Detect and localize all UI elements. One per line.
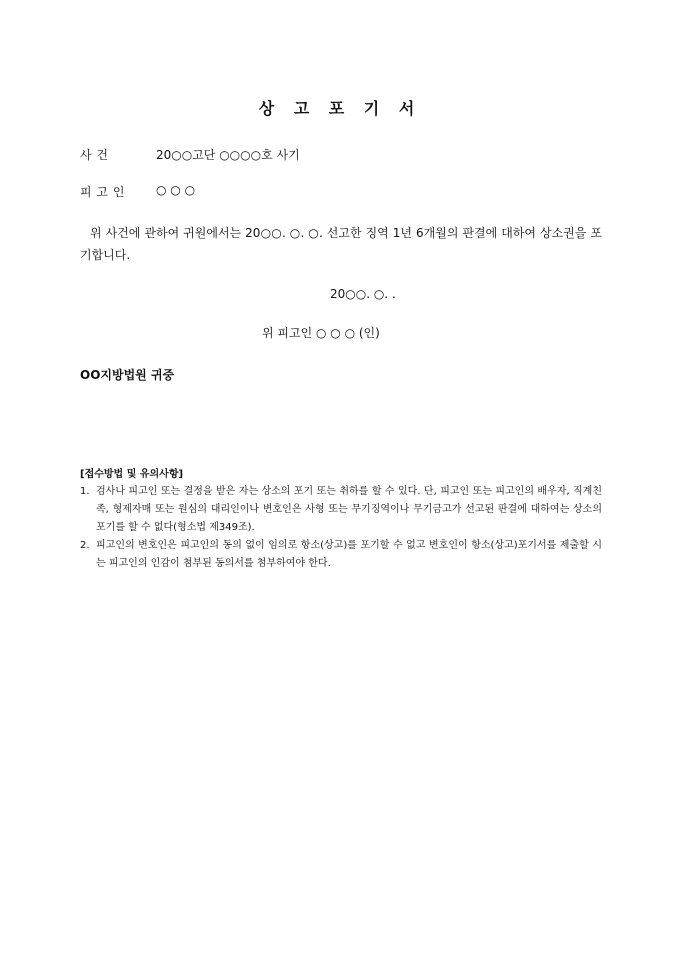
note-text: 검사나 피고인 또는 결정을 받은 자는 상소의 포기 또는 취하를 할 수 있다. 단, 피고인 또는 피고인의 배우자, 직계친족, 형제자매 또는 원심의 대리인이나 변호인은 사형 또는 무기징역이나 무기금고가 선고된 판결에 대하여는 상소의 포기를 할 수 없다(형소법 제349조). <box>96 486 602 533</box>
note-item-1 <box>80 483 602 537</box>
defendant-label: 피 고 인 <box>80 185 125 199</box>
notes-heading: [접수방법 및 유의사항] <box>80 469 184 480</box>
case-label: 사 건 <box>80 148 109 162</box>
note-text: 피고인의 변호인은 피고인의 동의 없이 임의로 항소(상고)를 포기할 수 없고 변호인이 항소(상고)포기서를 제출할 시는 피고인의 인감이 첨부된 동의서를 첨부하여야 한다. <box>96 540 602 569</box>
note-number: 2. <box>80 540 90 551</box>
signer-line: 위 피고인 ○ ○ ○ (인) <box>262 326 380 340</box>
document-date: 20○○. ○. . <box>330 287 396 301</box>
defendant-value: ○ ○ ○ <box>156 183 196 197</box>
case-value: 20○○고단 ○○○○호 사기 <box>156 148 300 162</box>
court-addressee: OO지방법원 귀중 <box>80 368 175 382</box>
document-title: 상 고 포 기 서 <box>258 99 422 118</box>
note-number: 1. <box>80 486 90 497</box>
body-paragraph: 위 사건에 관하여 귀원에서는 20○○. ○. ○. 선고한 징역 1년 6개월의 판결에 대하여 상소권을 포기합니다. <box>80 226 602 262</box>
note-item-2 <box>80 537 602 573</box>
